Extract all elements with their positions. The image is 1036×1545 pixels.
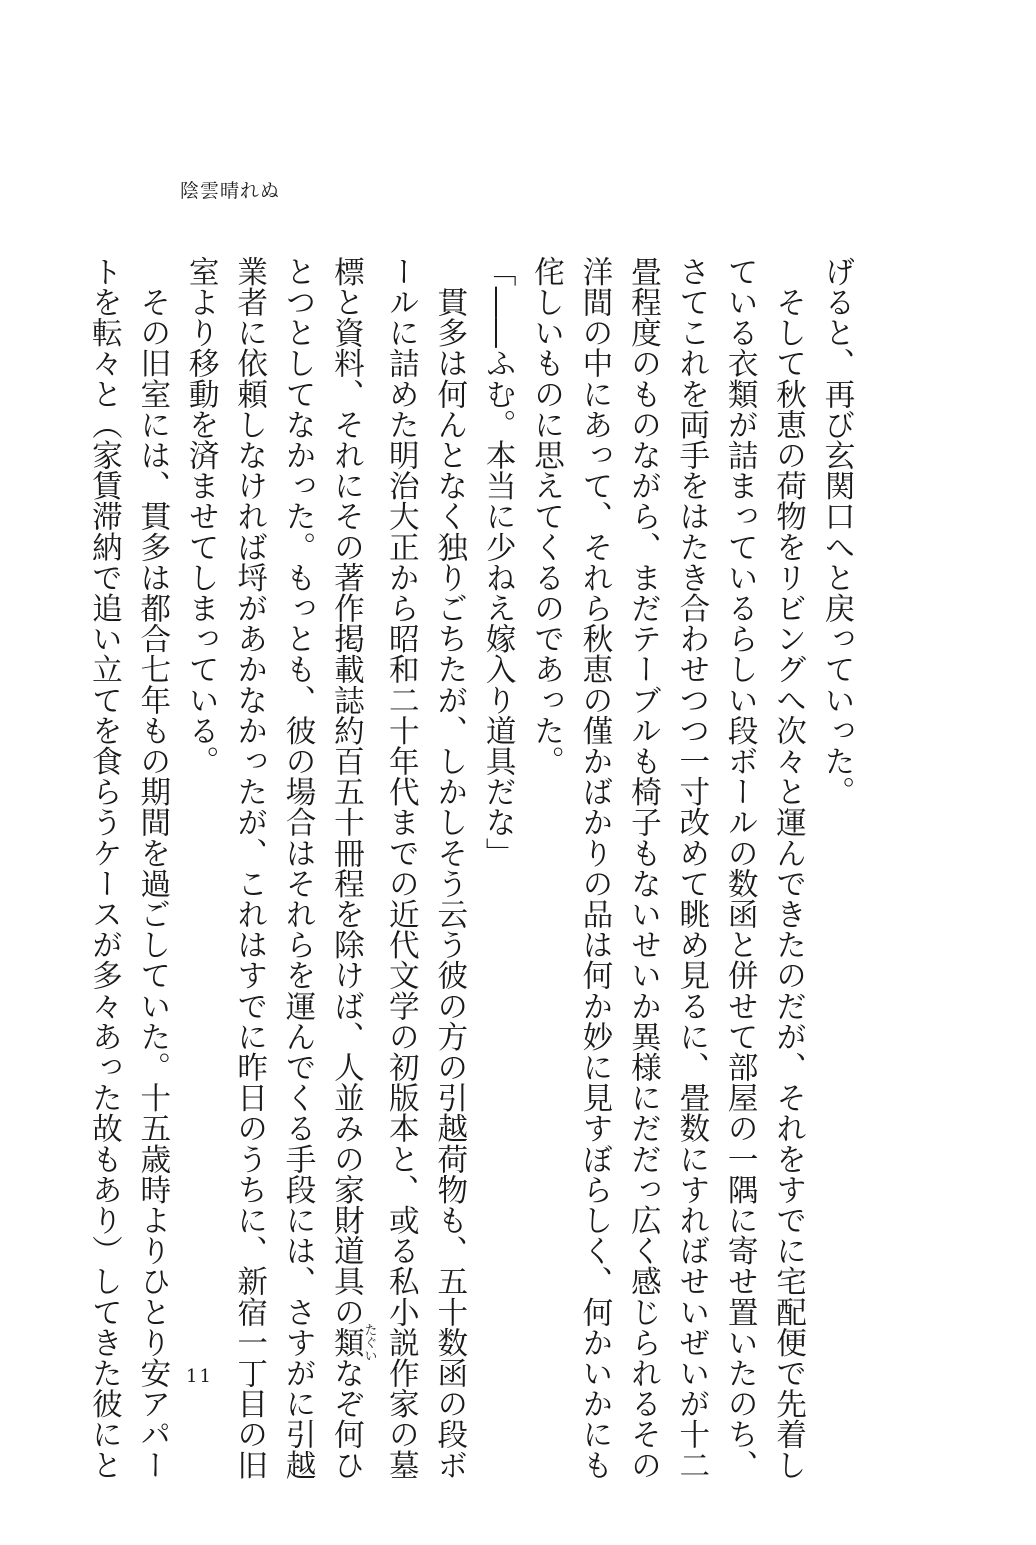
text-line: 室より移動を済ませてしまっている。 xyxy=(183,256,219,777)
text-line: 貫多は何んとなく独りごちたが、しかしそう云う彼の方の引越荷物も、五十数函の段ボ xyxy=(431,256,467,1480)
ruby-annotation: 類たぐい xyxy=(328,1322,377,1362)
text-line: そして秋恵の荷物をリビングへ次々と運んできたのだが、それをすでに宅配便で先着し xyxy=(770,256,806,1480)
text-line: トを転々と（家賃滞納で追い立てを食らうケースが多々あった故もあり）してきた彼にと xyxy=(86,256,122,1480)
text-line: ている衣類が詰まっているらしい段ボールの数函と併せて部屋の一隅に寄せ置いたのち、 xyxy=(722,256,758,1480)
text-line: 洋間の中にあって、それら秋恵の僅かばかりの品は何か妙に見すぼらしく、何かいかにも xyxy=(576,256,612,1480)
text-line: ールに詰めた明治大正から昭和二十年代までの近代文学の初版本と、或る私小説作家の墓 xyxy=(383,256,419,1480)
text-line: とつとしてなかった。もっとも、彼の場合はそれらを運んでくる手段には、さすがに引越 xyxy=(280,256,316,1480)
running-head: 陰雲晴れぬ xyxy=(180,180,281,202)
text-line: その旧室には、貫多は都合七年もの期間を過ごしていた。十五歳時よりひとり安アパー xyxy=(134,256,170,1480)
text-line: 業者に依頼しなければ埒があかなかったが、これはすでに昨日のうちに、新宿一丁目の旧 xyxy=(231,256,267,1480)
text-line: げると、再び玄関口へと戻っていった。 xyxy=(819,256,854,807)
text-line: 畳程度のものながら、まだテーブルも椅子もないせいか異様にだだっ広く感じられるその xyxy=(625,256,661,1480)
text-line: 「――ふむ。本当に少ねえ嫁入り道具だな」 xyxy=(480,256,516,868)
page-number: 11 xyxy=(186,1366,213,1387)
text-line: 侘しいものに思えてくるのであった。 xyxy=(528,256,564,777)
text-line: さてこれを両手をはたき合わせつつ一寸改めて眺め見るに、畳数にすればせいぜいが十二 xyxy=(673,256,709,1480)
text-line-with-ruby: 標と資料、それにその著作掲載誌約百五十冊程を除けば、人並みの家財道具の類たぐいなぞ何ひ xyxy=(328,256,377,1481)
